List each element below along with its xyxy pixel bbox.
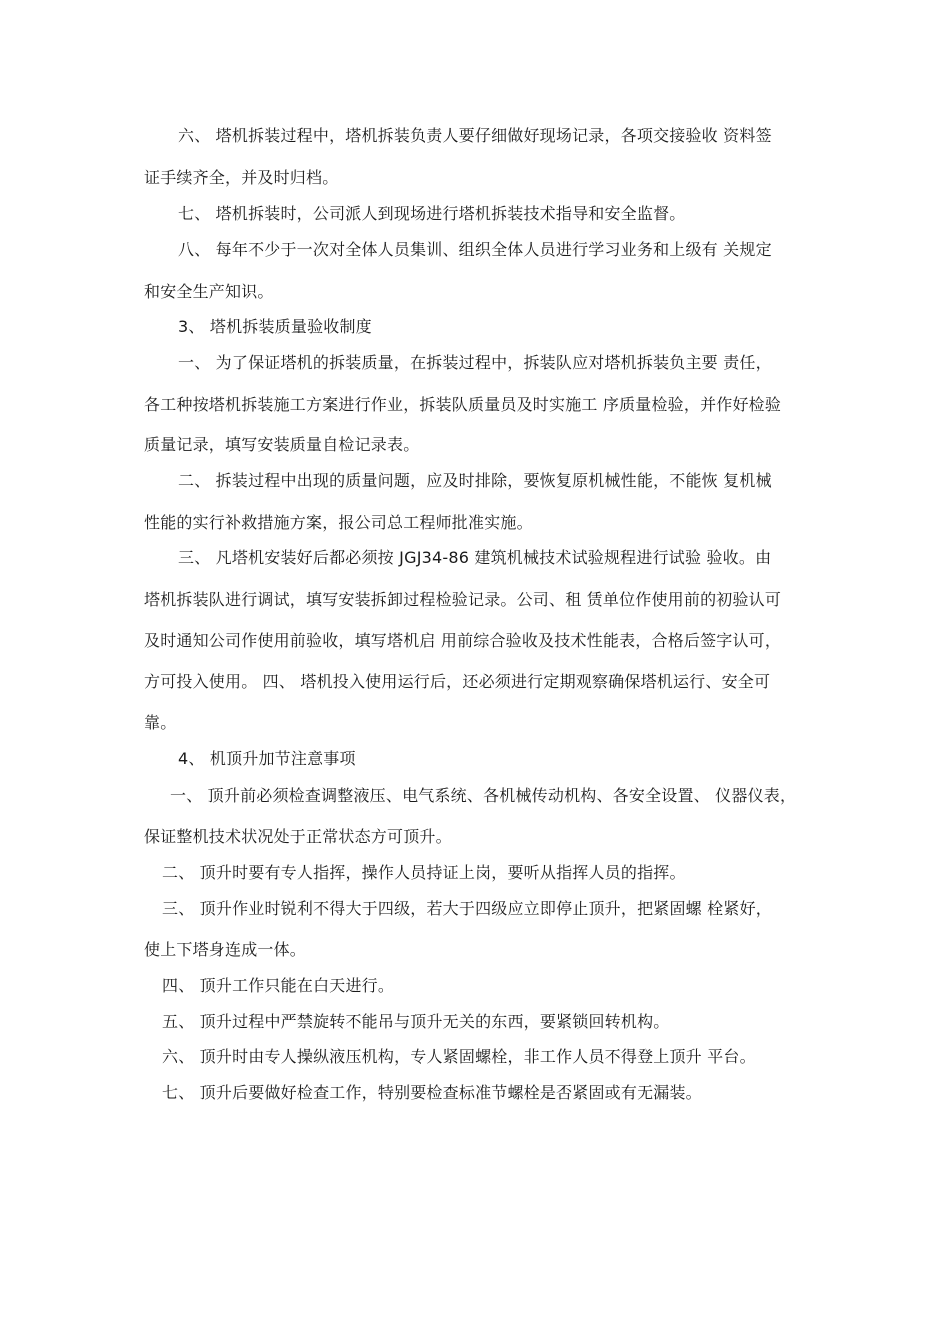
text-line: 七、 塔机拆装时，公司派人到现场进行塔机拆装技术指导和安全监督。 (178, 204, 686, 223)
text-line: 四、 顶升工作只能在白天进行。 (162, 976, 395, 995)
text-line: 一、 为了保证塔机的拆装质量，在拆装过程中，拆装队应对塔机拆装负主要 责任， (178, 353, 772, 372)
text-line: 六、 顶升时由专人操纵液压机构，专人紧固螺栓，非工作人员不得登上顶升 平台。 (162, 1047, 756, 1066)
section-heading: 3、 塔机拆装质量验收制度 (178, 317, 372, 336)
text-line: 证手续齐全，并及时归档。 (144, 168, 339, 187)
text-line: 各工种按塔机拆装施工方案进行作业，拆装队质量员及时实施工 序质量检验，并作好检验 (144, 395, 782, 414)
text-line: 使上下塔身连成一体。 (144, 940, 307, 959)
text-line: 及时通知公司作使用前验收，填写塔机启 用前综合验收及技术性能表，合格后签字认可， (144, 631, 782, 650)
text-line: 质量记录，填写安装质量自检记录表。 (144, 435, 420, 454)
text-line: 保证整机技术状况处于正常状态方可顶升。 (144, 827, 452, 846)
text-line: 靠。 (144, 713, 177, 732)
text-line: 八、 每年不少于一次对全体人员集训、组织全体人员进行学习业务和上级有 关规定 (178, 240, 772, 259)
section-heading: 4、 机顶升加节注意事项 (178, 749, 356, 768)
text-line: 一、 顶升前必须检查调整液压、电气系统、各机械传动机构、各安全设置、 仪器仪表， (170, 786, 797, 805)
text-line: 七、 顶升后要做好检查工作，特别要检查标准节螺栓是否紧固或有无漏装。 (162, 1083, 702, 1102)
text-line: 五、 顶升过程中严禁旋转不能吊与顶升无关的东西，要紧锁回转机构。 (162, 1012, 670, 1031)
text-line: 六、 塔机拆装过程中，塔机拆装负责人要仔细做好现场记录，各项交接验收 资料签 (178, 126, 772, 145)
text-line: 三、 凡塔机安装好后都必须按 JGJ34-86 建筑机械技术试验规程进行试验 验收。由 (178, 548, 772, 567)
text-line: 和安全生产知识。 (144, 282, 274, 301)
text-line: 塔机拆装队进行调试，填写安装拆卸过程检验记录。公司、租 赁单位作使用前的初验认可 (144, 590, 782, 609)
text-line: 性能的实行补救措施方案，报公司总工程师批准实施。 (144, 513, 533, 532)
text-line: 二、 顶升时要有专人指挥，操作人员持证上岗，要听从指挥人员的指挥。 (162, 863, 686, 882)
text-line: 二、 拆装过程中出现的质量问题，应及时排除，要恢复原机械性能，不能恢 复机械 (178, 471, 772, 490)
text-line: 方可投入使用。 四、 塔机投入使用运行后，还必须进行定期观察确保塔机运行、安全可 (144, 672, 771, 691)
text-line: 三、 顶升作业时锐利不得大于四级，若大于四级应立即停止顶升，把紧固螺 栓紧好， (162, 899, 772, 918)
